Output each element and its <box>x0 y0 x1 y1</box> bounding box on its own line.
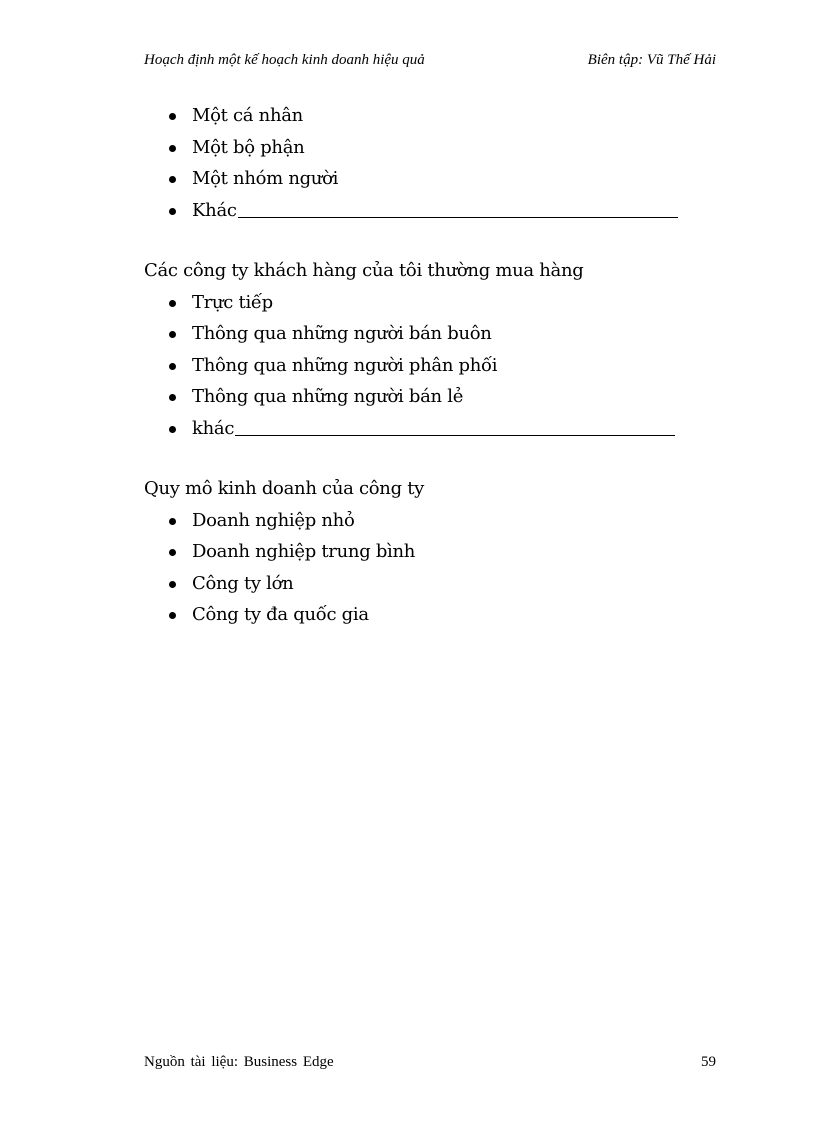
bullet-icon <box>169 549 176 556</box>
section-heading: Quy mô kinh doanh của công ty <box>144 478 425 499</box>
section-buyer-type <box>144 100 716 226</box>
bullet-icon <box>169 145 176 152</box>
fill-in-blank-line[interactable] <box>238 195 678 218</box>
list-item-label: Thông qua những người bán lẻ <box>192 386 464 407</box>
list-item-label: Trực tiếp <box>192 291 273 313</box>
list-item-label: Một bộ phận <box>192 136 305 158</box>
section-purchase-channel <box>144 255 716 444</box>
fill-in-blank-line[interactable] <box>235 413 675 436</box>
list-item <box>144 568 716 600</box>
list-item <box>144 195 716 227</box>
page-footer <box>144 1054 716 1076</box>
bullet-list <box>144 505 716 631</box>
list-item-label: Công ty lớn <box>192 572 294 594</box>
list-item <box>144 505 716 537</box>
list-item <box>144 163 716 195</box>
list-item <box>144 536 716 568</box>
list-item-label: Doanh nghiệp trung bình <box>192 541 416 562</box>
list-item-label: khác <box>192 417 235 439</box>
bullet-icon <box>169 300 176 307</box>
list-item-label: Doanh nghiệp nhỏ <box>192 509 355 531</box>
bullet-list <box>144 100 716 226</box>
page-content <box>144 100 716 660</box>
page-header <box>144 52 716 74</box>
bullet-icon <box>169 426 176 433</box>
header-document-title: Hoạch định một kế hoạch kinh doanh hiệu quả <box>144 52 425 68</box>
footer-source: Nguồn tài liệu: Business Edge <box>144 1054 334 1070</box>
bullet-icon <box>169 581 176 588</box>
bullet-icon <box>169 363 176 370</box>
list-item <box>144 413 716 445</box>
bullet-icon <box>169 113 176 120</box>
bullet-list <box>144 287 716 445</box>
list-item <box>144 132 716 164</box>
list-item <box>144 287 716 319</box>
list-item <box>144 100 716 132</box>
list-item-label: Thông qua những người phân phối <box>192 354 498 376</box>
bullet-icon <box>169 518 176 525</box>
list-item-label: Một nhóm người <box>192 168 339 189</box>
list-item <box>144 381 716 413</box>
section-heading: Các công ty khách hàng của tôi thường mua hàng <box>144 260 584 281</box>
list-item-label: Khác <box>192 199 237 221</box>
list-item <box>144 599 716 631</box>
bullet-icon <box>169 208 176 215</box>
header-editor: Biên tập: Vũ Thế Hải <box>587 52 716 68</box>
list-item <box>144 318 716 350</box>
list-item-label: Một cá nhân <box>192 105 303 126</box>
list-item <box>144 350 716 382</box>
list-item-label: Thông qua những người bán buôn <box>192 323 492 344</box>
bullet-icon <box>169 612 176 619</box>
bullet-icon <box>169 394 176 401</box>
bullet-icon <box>169 331 176 338</box>
bullet-icon <box>169 176 176 183</box>
section-business-size <box>144 473 716 631</box>
page-number: 59 <box>701 1054 716 1070</box>
list-item-label: Công ty đa quốc gia <box>192 604 369 625</box>
